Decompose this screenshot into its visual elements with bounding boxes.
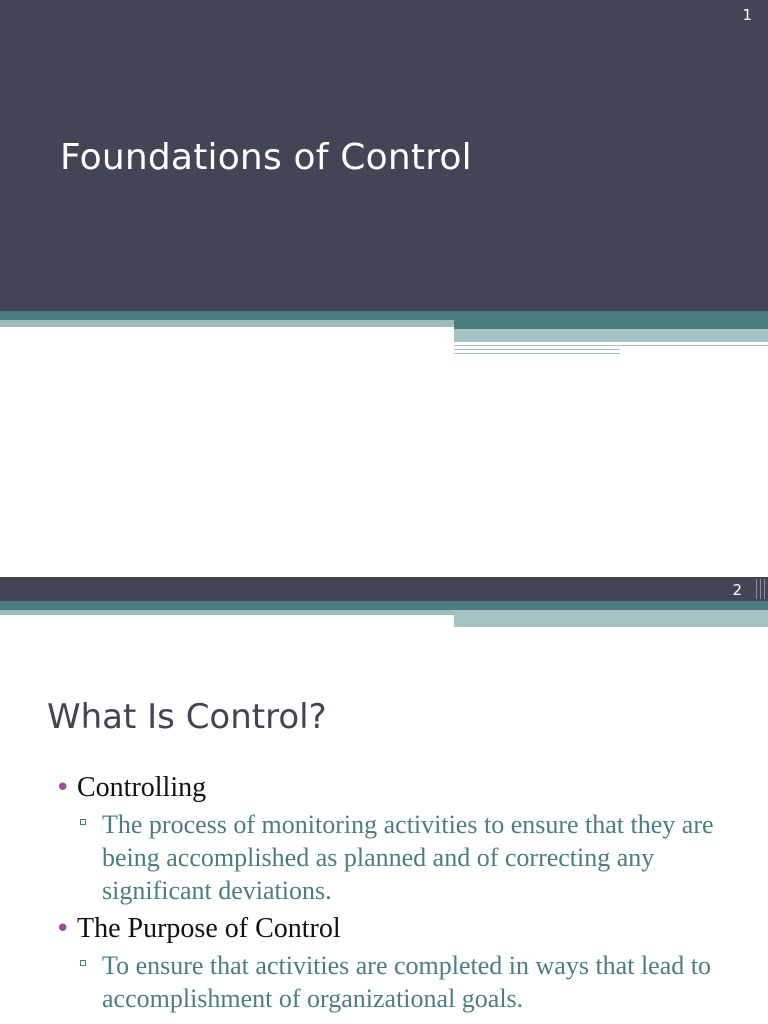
accent-band: [0, 320, 454, 327]
slide-title: What Is Control?: [47, 697, 327, 737]
bullet-list: [55, 770, 745, 1019]
sub-bullet-item: [77, 808, 745, 907]
square-bullet-icon: [80, 819, 86, 825]
bullet-dot-icon: •: [55, 773, 71, 803]
accent-line: [454, 353, 620, 354]
slide-2: [0, 577, 768, 1024]
accent-line: [454, 345, 768, 346]
sub-bullet-text: The process of monitoring activities to ensure that they are being accomplished as planned and of correcting any significant deviations.: [102, 810, 714, 905]
bullet-item: [55, 911, 745, 1015]
accent-band: [454, 329, 768, 342]
slide-number: 2: [732, 581, 742, 599]
sub-bullet-item: [77, 949, 745, 1015]
square-bullet-icon: [80, 960, 86, 966]
bullet-item: [55, 770, 745, 907]
slide-number: 1: [742, 6, 752, 24]
accent-band: [0, 610, 454, 615]
sub-bullet-text: To ensure that activities are completed in ways that lead to accomplishment of organizational goals.: [102, 951, 711, 1013]
accent-line: [454, 349, 620, 350]
header-ticks: [754, 577, 768, 601]
slide-header-band: [0, 577, 768, 601]
accent-band: [0, 311, 768, 320]
bullet-text: Controlling: [77, 772, 207, 803]
accent-band: [454, 320, 768, 329]
bullet-text: The Purpose of Control: [77, 913, 341, 944]
accent-band: [0, 601, 768, 610]
accent-band: [454, 610, 768, 627]
bullet-dot-icon: •: [55, 914, 71, 944]
slide-title: Foundations of Control: [60, 137, 472, 178]
